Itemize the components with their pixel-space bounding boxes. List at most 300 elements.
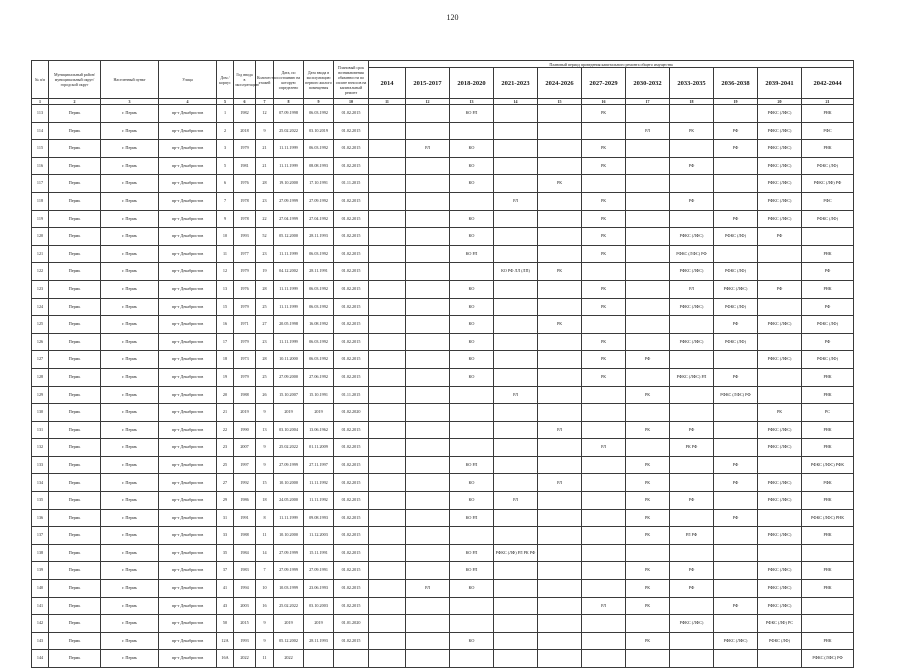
date-state-cell: 25.02.2022 [274,122,304,140]
district-cell: Пермь [49,544,101,562]
settlement-cell: г. Пермь [101,562,159,580]
work-period-cell [670,105,714,123]
work-period-cell [369,615,406,633]
work-period-cell [538,597,582,615]
work-period-cell: РФКС (ЛФС) РФ [714,386,758,404]
street-cell: пр-т Декабристов [159,544,217,562]
work-period-cell: РК [582,368,626,386]
work-period-cell [626,544,670,562]
house-cell: 3 [217,140,234,158]
work-period-cell: РФ [714,474,758,492]
work-period-cell [714,157,758,175]
table-row [32,562,854,580]
street-cell: пр-т Декабристов [159,615,217,633]
row-number-cell: 115 [32,140,49,158]
work-period-cell: РЛ [494,492,538,510]
work-period-cell [538,562,582,580]
work-period-cell [450,597,494,615]
table-row [32,192,854,210]
table-row [32,263,854,281]
row-number-cell: 117 [32,175,49,193]
house-cell: 12 [217,263,234,281]
floors-cell: 10 [256,580,274,598]
street-cell: пр-т Декабристов [159,439,217,457]
work-period-cell: РК [626,509,670,527]
work-period-cell [369,650,406,668]
column-number: 17 [626,99,670,105]
work-period-cell: РЛ [406,580,450,598]
street-cell: пр-т Декабристов [159,192,217,210]
settlement-cell: г. Пермь [101,351,159,369]
work-period-cell [758,245,802,263]
work-period-cell [369,105,406,123]
work-period-cell [670,597,714,615]
work-period-cell [582,650,626,668]
obligation-date-cell: 01.02.2015 [334,421,369,439]
work-period-cell: РНК [802,421,854,439]
district-cell: Пермь [49,562,101,580]
floors-cell: 9 [256,456,274,474]
work-period-cell: РФКС (ЛФС) РНК [802,509,854,527]
house-cell: 7 [217,192,234,210]
work-period-cell [670,474,714,492]
work-period-cell [406,474,450,492]
floors-cell: 9 [256,404,274,422]
date-first-dwelling-cell: 28.11.1991 [304,263,334,281]
date-first-dwelling-cell: 27.04.1992 [304,210,334,228]
work-period-cell: РК [626,632,670,650]
settlement-cell: г. Пермь [101,333,159,351]
work-period-cell [369,351,406,369]
work-period-cell [369,527,406,545]
work-period-cell [494,421,538,439]
work-period-cell: РФКС (ЛФС) [758,492,802,510]
work-period-cell [494,527,538,545]
table-row [32,509,854,527]
period-header: 2030-2032 [626,68,670,99]
date-state-cell: 24.05.2000 [274,492,304,510]
obligation-date-cell: 01.02.2015 [334,492,369,510]
floors-cell: 28 [256,175,274,193]
work-period-cell [406,122,450,140]
work-period-cell [626,175,670,193]
work-period-cell [582,632,626,650]
work-period-cell: РНК [802,439,854,457]
work-period-cell [538,386,582,404]
street-cell: пр-т Декабристов [159,298,217,316]
table-row [32,615,854,633]
work-period-cell: КО [450,298,494,316]
row-number-cell: 121 [32,245,49,263]
work-period-cell [626,404,670,422]
work-period-cell: РНК [802,386,854,404]
obligation-date-cell: 01.02.2015 [334,439,369,457]
house-cell: 15 [217,298,234,316]
work-period-cell: РФ [802,263,854,281]
work-period-cell: РФ [670,580,714,598]
work-period-cell [802,544,854,562]
work-period-cell [406,404,450,422]
table-row [32,421,854,439]
work-period-cell: РФКС (ЛФС) [670,615,714,633]
work-period-cell: РФКС (ЛФС) [758,192,802,210]
column-number: 4 [159,99,217,105]
work-period-cell [494,333,538,351]
floors-cell: 25 [256,368,274,386]
year-built-cell: 1994 [234,580,256,598]
work-period-cell [369,509,406,527]
work-period-cell [494,404,538,422]
work-period-cell [369,474,406,492]
date-state-cell: 25.02.2022 [274,597,304,615]
house-cell: 23 [217,439,234,457]
date-first-dwelling-cell: 08.08.1993 [304,157,334,175]
work-period-cell [758,509,802,527]
work-period-cell [626,368,670,386]
work-period-cell [494,562,538,580]
date-first-dwelling-cell: 28.11.1993 [304,228,334,246]
work-period-cell: РФКС (ЛФ) [802,351,854,369]
column-number: 12 [406,99,450,105]
date-first-dwelling-cell: 09.08.1993 [304,509,334,527]
house-cell: 43 [217,597,234,615]
work-period-cell [626,192,670,210]
settlement-cell: г. Пермь [101,597,159,615]
row-number-cell: 129 [32,386,49,404]
year-built-cell: 2018 [234,122,256,140]
settlement-cell: г. Пермь [101,228,159,246]
settlement-cell: г. Пермь [101,474,159,492]
date-state-cell: 11.11.1999 [274,245,304,263]
row-number-cell: 137 [32,527,49,545]
work-period-cell [802,597,854,615]
street-cell: пр-т Декабристов [159,140,217,158]
obligation-date-cell: 01.02.2015 [334,122,369,140]
work-period-cell [582,492,626,510]
street-cell: пр-т Декабристов [159,351,217,369]
district-cell: Пермь [49,192,101,210]
work-period-cell [538,439,582,457]
work-period-cell [582,544,626,562]
table-row [32,386,854,404]
work-period-cell: РФКС (ЛФС) [758,527,802,545]
work-period-cell: РК [626,527,670,545]
column-number: 16 [582,99,626,105]
table-row [32,351,854,369]
year-built-cell: 2019 [234,404,256,422]
table-row [32,597,854,615]
work-period-cell [582,404,626,422]
work-period-cell [626,615,670,633]
table-row [32,105,854,123]
year-built-cell: 1990 [234,421,256,439]
work-period-cell: РФКС (ЛФС) [670,263,714,281]
date-first-dwelling-cell: 03.10.2019 [304,122,334,140]
row-number-cell: 124 [32,298,49,316]
settlement-cell: г. Пермь [101,492,159,510]
work-period-cell [670,210,714,228]
district-cell: Пермь [49,157,101,175]
work-period-cell: РК [582,280,626,298]
work-period-cell: РФКС (ЛФ) [802,210,854,228]
obligation-date-cell: 01.02.2015 [334,228,369,246]
date-state-cell: 20.05.1998 [274,316,304,334]
date-first-dwelling-cell: 11.11.1992 [304,474,334,492]
district-cell: Пермь [49,650,101,668]
table-row [32,439,854,457]
work-period-cell [494,298,538,316]
work-period-cell [406,456,450,474]
work-period-cell: РФ [758,280,802,298]
house-cell: 33 [217,527,234,545]
work-period-cell: КО [450,368,494,386]
district-cell: Пермь [49,368,101,386]
obligation-date-cell: 01.02.2015 [334,632,369,650]
work-period-cell [626,333,670,351]
floors-cell: 21 [256,140,274,158]
date-state-cell: 04.12.2002 [274,263,304,281]
year-built-cell: 1978 [234,210,256,228]
date-first-dwelling-cell: 27.11.1997 [304,456,334,474]
date-first-dwelling-cell [304,650,334,668]
work-period-cell: РФКС (ЛФС) [758,210,802,228]
work-period-cell [582,615,626,633]
work-period-cell: РНК [802,492,854,510]
house-cell: 10 [217,228,234,246]
work-period-cell [626,298,670,316]
date-state-cell: 27.09.1999 [274,544,304,562]
work-period-cell: КО [450,474,494,492]
district-cell: Пермь [49,298,101,316]
work-period-cell [714,351,758,369]
year-built-cell: 1993 [234,228,256,246]
work-period-cell [538,140,582,158]
date-first-dwelling-cell: 2019 [304,404,334,422]
date-state-cell: 11.11.1999 [274,280,304,298]
date-state-cell: 05.12.2002 [274,632,304,650]
work-period-cell [406,175,450,193]
work-period-cell [626,316,670,334]
date-state-cell: 11.11.1999 [274,157,304,175]
period-header: 2039-2041 [758,68,802,99]
period-header: 2033-2035 [670,68,714,99]
district-cell: Пермь [49,228,101,246]
year-built-cell: 1992 [234,474,256,492]
street-cell: пр-т Декабристов [159,527,217,545]
column-number: 8 [274,99,304,105]
date-first-dwelling-cell: 06.03.1992 [304,140,334,158]
work-period-cell [406,562,450,580]
year-built-cell: 1988 [234,386,256,404]
work-period-cell: КО [450,210,494,228]
year-built-cell: 1979 [234,140,256,158]
floors-cell: 14 [256,544,274,562]
date-first-dwelling-cell: 06.03.1992 [304,333,334,351]
column-number: 21 [802,99,854,105]
work-period-cell: РФ [714,509,758,527]
work-period-cell [369,544,406,562]
house-cell: 16А [217,650,234,668]
work-period-cell [450,386,494,404]
work-period-cell [714,650,758,668]
date-state-cell: 10.03.1999 [274,580,304,598]
work-period-cell [369,562,406,580]
house-cell: 16 [217,316,234,334]
row-number-cell: 123 [32,280,49,298]
work-period-cell [714,245,758,263]
work-period-cell [538,404,582,422]
row-number-cell: 138 [32,544,49,562]
work-period-cell: РК [626,580,670,598]
work-period-cell [670,509,714,527]
work-period-cell: РФ [714,316,758,334]
column-number: 1 [32,99,49,105]
row-number-cell: 132 [32,439,49,457]
work-period-cell: РК [758,404,802,422]
work-period-cell [670,632,714,650]
house-cell: 1 [217,105,234,123]
work-period-cell: РФ [714,456,758,474]
col-header-settlement: Населенный пункт [101,61,159,99]
work-period-cell: РФ [670,421,714,439]
work-period-cell: РК [582,228,626,246]
table-row [32,210,854,228]
floors-cell: 11 [256,650,274,668]
year-built-cell: 1983 [234,562,256,580]
floors-cell: 15 [256,474,274,492]
work-period-cell: РК РФ [670,439,714,457]
work-period-cell: КО [450,632,494,650]
work-period-cell [450,421,494,439]
work-period-cell [494,509,538,527]
street-cell: пр-т Декабристов [159,280,217,298]
work-period-cell: РФ [670,562,714,580]
street-cell: пр-т Декабристов [159,122,217,140]
col-header-date-state: Дата, по состоянию на которую определено [274,61,304,99]
date-first-dwelling-cell: 03.10.2003 [304,597,334,615]
year-built-cell: 2003 [234,597,256,615]
work-period-cell [369,421,406,439]
table-row [32,492,854,510]
work-period-cell [538,298,582,316]
work-period-cell: РФКС (ЛФ) РС [758,615,802,633]
settlement-cell: г. Пермь [101,263,159,281]
date-first-dwelling-cell: 27.09.1991 [304,562,334,580]
settlement-cell: г. Пермь [101,632,159,650]
work-period-cell: РЛ [538,421,582,439]
date-state-cell: 27.09.1999 [274,562,304,580]
date-state-cell: 03.10.2004 [274,421,304,439]
work-period-cell [626,263,670,281]
work-period-cell [538,368,582,386]
street-cell: пр-т Декабристов [159,333,217,351]
street-cell: пр-т Декабристов [159,597,217,615]
work-period-cell [714,175,758,193]
house-cell: 29 [217,492,234,510]
work-period-cell [494,157,538,175]
work-period-cell: РК [582,140,626,158]
table-row [32,316,854,334]
work-period-cell: РФКС (ЛФС) [758,562,802,580]
house-cell: 27 [217,474,234,492]
work-period-cell: РФКС (ЛФ) [758,632,802,650]
street-cell: пр-т Декабристов [159,386,217,404]
year-built-cell: 1979 [234,333,256,351]
date-first-dwelling-cell: 27.09.1992 [304,192,334,210]
settlement-cell: г. Пермь [101,527,159,545]
work-period-cell [670,456,714,474]
row-number-cell: 125 [32,316,49,334]
work-period-cell: РК [582,298,626,316]
table-row [32,298,854,316]
date-first-dwelling-cell: 15.10.1991 [304,386,334,404]
work-period-cell [406,368,450,386]
date-first-dwelling-cell: 11.11.1992 [304,492,334,510]
obligation-date-cell: 01.02.2015 [334,157,369,175]
settlement-cell: г. Пермь [101,368,159,386]
table-row [32,632,854,650]
year-built-cell: 1978 [234,192,256,210]
obligation-date-cell: 01.02.2015 [334,192,369,210]
year-built-cell: 2007 [234,439,256,457]
work-period-cell: РК [626,474,670,492]
settlement-cell: г. Пермь [101,210,159,228]
obligation-date-cell: 01.02.2015 [334,597,369,615]
floors-cell: 18 [256,492,274,510]
work-period-cell [538,210,582,228]
date-first-dwelling-cell: 27.06.1992 [304,368,334,386]
work-period-cell: РФ [802,333,854,351]
row-number-cell: 120 [32,228,49,246]
work-period-cell: РФКС (ЛФ) [714,263,758,281]
settlement-cell: г. Пермь [101,245,159,263]
date-state-cell: 27.09.1999 [274,456,304,474]
date-state-cell: 11.11.1999 [274,140,304,158]
work-period-cell: РК [538,316,582,334]
year-built-cell: 2022 [234,650,256,668]
work-period-cell: РФКС (ЛФС) [758,580,802,598]
work-period-cell [450,439,494,457]
district-cell: Пермь [49,210,101,228]
work-period-cell [538,105,582,123]
row-number-cell: 144 [32,650,49,668]
street-cell: пр-т Декабристов [159,421,217,439]
work-period-cell [494,615,538,633]
floors-cell: 23 [256,333,274,351]
obligation-date-cell: 01.02.2015 [334,245,369,263]
work-period-cell: РЛ [494,192,538,210]
table-row [32,175,854,193]
work-period-cell [582,562,626,580]
work-period-cell [538,544,582,562]
year-built-cell: 1979 [234,298,256,316]
table-row [32,404,854,422]
work-period-cell: РФКС (ЛФС) [714,632,758,650]
work-period-cell: РК [582,210,626,228]
settlement-cell: г. Пермь [101,580,159,598]
work-period-cell: КО [450,580,494,598]
work-period-cell: РФКС (ЛФ) [714,298,758,316]
work-period-cell [406,492,450,510]
work-period-cell [714,421,758,439]
year-built-cell: 1997 [234,456,256,474]
floors-cell: 19 [256,263,274,281]
settlement-cell: г. Пермь [101,509,159,527]
work-period-cell: РФКС (ЛФС) [714,280,758,298]
work-period-cell: РК [538,263,582,281]
settlement-cell: г. Пермь [101,456,159,474]
district-cell: Пермь [49,456,101,474]
